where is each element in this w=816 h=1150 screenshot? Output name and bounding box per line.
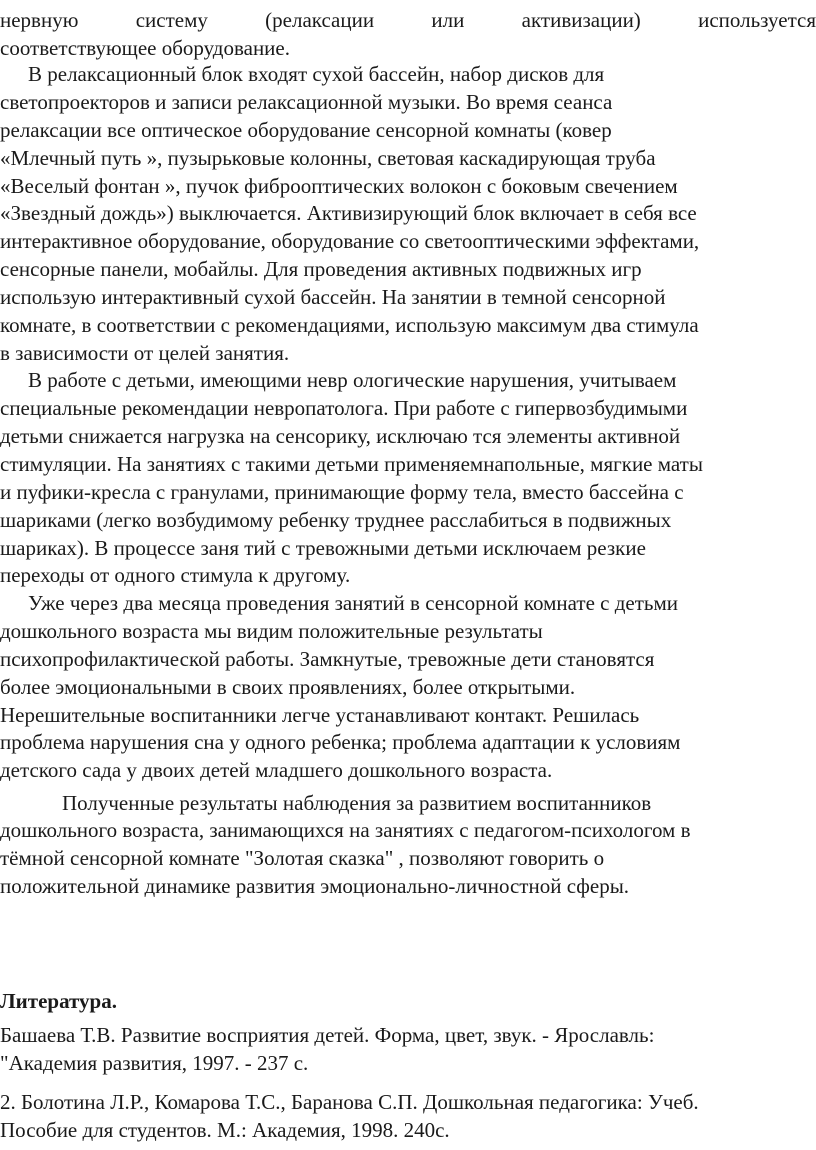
reference-line: Пособие для студентов. М.: Академия, 1998. 240с. bbox=[0, 1118, 450, 1142]
text-line: использую интерактивный сухой бассейн. На занятии в темной сенсорной bbox=[0, 285, 666, 309]
text-line: детьми снижается нагрузка на сенсорику, исключаю тся элементы активной bbox=[0, 424, 681, 448]
text-line: шариках). В процессе заня тий с тревожными детьми исключаем резкие bbox=[0, 536, 646, 560]
text-line: переходы от одного стимула к другому. bbox=[0, 563, 351, 587]
text-line: в зависимости от целей занятия. bbox=[0, 341, 290, 365]
paragraph-first-line: В релаксационный блок входят сухой бассейн, набор дисков для bbox=[28, 62, 605, 86]
text-line: комнате, в соответствии с рекомендациями, использую максимум два стимула bbox=[0, 313, 699, 337]
word: нервную bbox=[0, 8, 79, 32]
text-line: сенсорные панели, мобайлы. Для проведения активных подвижных игр bbox=[0, 257, 642, 281]
text-line: тёмной сенсорной комнате "Золотая сказка" , позволяют говорить о bbox=[0, 846, 605, 870]
text-line: положительной динамике развития эмоционально-личностной сферы. bbox=[0, 874, 630, 898]
text-line: психопрофилактической работы. Замкнутые, тревожные дети становятся bbox=[0, 647, 655, 671]
word: активизации) bbox=[521, 8, 641, 32]
text-line bbox=[0, 6, 816, 34]
text-line: релаксации все оптическое оборудование сенсорной комнаты (ковер bbox=[0, 118, 612, 142]
text-line: Нерешительные воспитанники легче устанавливают контакт. Решилась bbox=[0, 703, 640, 727]
text-line: проблема нарушения сна у одного ребенка; проблема адаптации к условиям bbox=[0, 730, 681, 754]
text-line: и пуфики-кресла с гранулами, принимающие форму тела, вместо бассейна с bbox=[0, 480, 684, 504]
text-line: «Веселый фонтан », пучок фиброоптических волокон с боковым свечением bbox=[0, 174, 678, 198]
word: систему bbox=[135, 8, 208, 32]
text-line: дошкольного возраста, занимающихся на занятиях с педагогом-психологом в bbox=[0, 818, 691, 842]
text-line: специальные рекомендации невропатолога. При работе с гипервозбудимыми bbox=[0, 396, 688, 420]
word: (релаксации bbox=[265, 8, 375, 32]
word: или bbox=[431, 8, 465, 32]
text-line: дошкольного возраста мы видим положительные результаты bbox=[0, 619, 543, 643]
text-line: более эмоциональными в своих проявлениях, более открытыми. bbox=[0, 675, 576, 699]
text-line: шариками (легко возбудимому ребенку труднее расслабиться в подвижных bbox=[0, 508, 672, 532]
reference-line: Башаева Т.В. Развитие восприятия детей. Форма, цвет, звук. - Ярославль: bbox=[0, 1023, 655, 1047]
text-line: стимуляции. На занятиях с такими детьми применяемнапольные, мягкие маты bbox=[0, 452, 703, 476]
references-heading: Литература. bbox=[0, 989, 117, 1013]
paragraph-first-line: Уже через два месяца проведения занятий в сенсорной комнате с детьми bbox=[28, 591, 679, 615]
text-line: «Млечный путь », пузырьковые колонны, световая каскадирующая труба bbox=[0, 146, 656, 170]
paragraph-first-line: Полученные результаты наблюдения за развитием воспитанников bbox=[62, 791, 652, 815]
text-line: соответствующее оборудование. bbox=[0, 36, 290, 60]
reference-line: 2. Болотина Л.Р., Комарова Т.С., Баранова С.П. Дошкольная педагогика: Учеб. bbox=[0, 1090, 699, 1114]
text-line: светопроекторов и записи релаксационной музыки. Во время сеанса bbox=[0, 90, 613, 114]
text-line: детского сада у двоих детей младшего дошкольного возраста. bbox=[0, 758, 553, 782]
text-line: «Звездный дождь») выключается. Активизирующий блок включает в себя все bbox=[0, 201, 697, 225]
text-line: интерактивное оборудование, оборудование со светооптическими эффектами, bbox=[0, 229, 700, 253]
word: используется bbox=[698, 8, 816, 32]
reference-line: "Академия развития, 1997. - 237 с. bbox=[0, 1051, 309, 1075]
paragraph-first-line: В работе с детьми, имеющими невр ологические нарушения, учитываем bbox=[28, 368, 677, 392]
